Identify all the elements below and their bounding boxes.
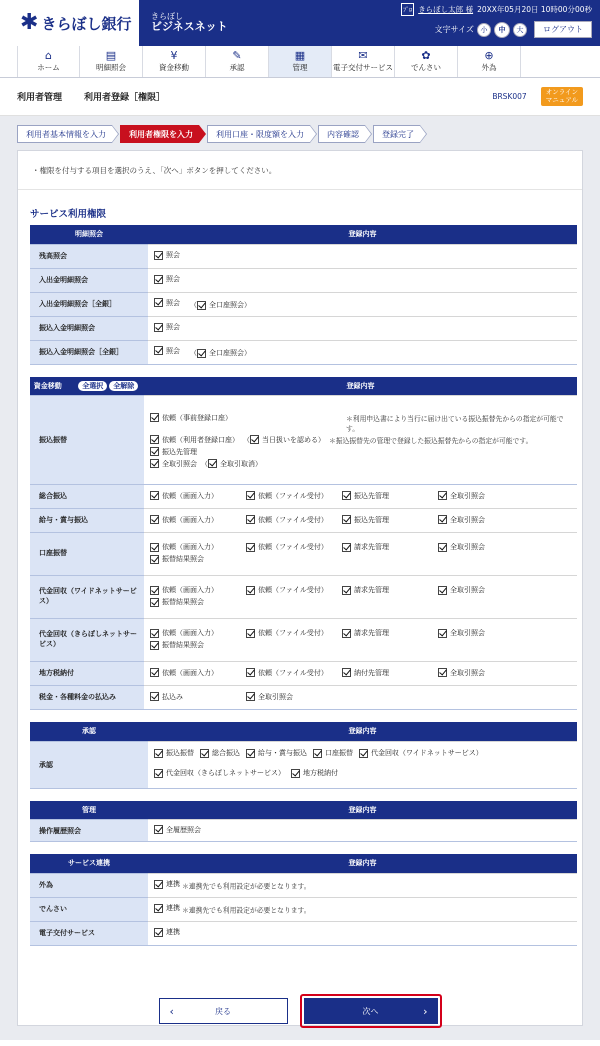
nav-label: 外為 [481, 63, 497, 72]
checkbox-item[interactable]: 振込先管理 [342, 491, 438, 501]
checkbox[interactable] [150, 515, 159, 524]
shonin-header: 承認 [30, 722, 148, 741]
step-3: 利用口座・限度額を入力 [207, 125, 310, 143]
checkbox[interactable] [154, 323, 163, 332]
nav-item-5[interactable] [332, 46, 395, 77]
nav-item-3[interactable] [206, 46, 269, 77]
font-size-label: 文字サイズ [434, 25, 474, 34]
checkbox-item[interactable]: 納付先管理 [342, 668, 438, 678]
checkbox[interactable] [150, 459, 159, 468]
checkbox[interactable] [438, 515, 447, 524]
checkbox-item[interactable]: 全取引照会 [438, 491, 534, 501]
checkbox[interactable] [246, 543, 255, 552]
checkbox[interactable] [150, 598, 159, 607]
checkbox-item[interactable]: 代金回収（ワイドネットサービス） [359, 745, 483, 762]
checkbox[interactable] [154, 928, 163, 937]
table-row [30, 662, 577, 686]
checkbox[interactable] [154, 880, 163, 889]
nav-item-7[interactable] [458, 46, 521, 77]
checkbox[interactable] [154, 749, 163, 758]
shonin-table [30, 722, 577, 789]
form-card [17, 150, 583, 1026]
checkbox-item[interactable]: 照会 [154, 250, 180, 260]
page-category: 利用者管理 [17, 93, 63, 103]
checkbox-item[interactable]: 依頼（画面入力） [150, 628, 246, 638]
step-4: 内容確認 [318, 125, 365, 143]
next-button-highlight [300, 994, 442, 1028]
checkbox-item[interactable]: 地方税納付 [291, 765, 338, 782]
table-row [30, 244, 577, 268]
checkbox-item[interactable]: 全取引照会 [438, 542, 534, 552]
checkbox-item[interactable]: 全取引照会 [438, 668, 534, 678]
checkbox-item[interactable]: 全取引照会 [438, 515, 534, 525]
nav-label: 明細照会 [96, 63, 126, 72]
checkbox[interactable] [438, 629, 447, 638]
table-row [30, 921, 577, 945]
checkbox-item[interactable]: 照会 [154, 274, 180, 284]
checkbox-item[interactable]: 全取引照会 [246, 692, 342, 702]
checkbox-item[interactable]: 代金回収（きらぼしネットサービス） [154, 765, 285, 782]
nav-item-2[interactable] [143, 46, 206, 77]
font-size-small-button[interactable]: 小 [477, 23, 491, 37]
checkbox[interactable] [154, 769, 163, 778]
next-button[interactable]: 次へ › [304, 998, 438, 1024]
checkbox-item[interactable]: 総合振込 [200, 745, 240, 762]
checkbox-item[interactable]: 連携 [154, 927, 180, 937]
row-label: 振込入金明細照会 [30, 316, 148, 340]
row-label: 総合振込 [30, 485, 144, 509]
approve-icon: ✎ [232, 49, 242, 62]
checkbox-item[interactable]: 依頼（ファイル受付） [246, 542, 342, 552]
logout-button[interactable]: ログアウト [534, 21, 592, 38]
checkbox-item[interactable]: 照会 [154, 346, 180, 356]
row-label: 承認 [30, 741, 148, 788]
home-icon: ⌂ [45, 49, 52, 62]
checkbox[interactable] [438, 491, 447, 500]
row-label: 代金回収（ワイドネットサービス） [30, 576, 144, 619]
checkbox-item[interactable]: 依頼（画面入力） [150, 585, 246, 595]
mail-icon: ✉ [358, 49, 368, 62]
content-header: 登録内容 [148, 854, 577, 873]
checkbox[interactable] [154, 904, 163, 913]
step-5: 登録完了 [373, 125, 420, 143]
checkbox-item[interactable]: 依頼（ファイル受付） [246, 585, 342, 595]
checkbox-item[interactable]: 照会 [154, 298, 180, 308]
nav-item-1[interactable] [80, 46, 143, 77]
checkbox-item[interactable]: 請求先管理 [342, 585, 438, 595]
nav-label: 電子交付サービス [333, 63, 393, 72]
meisai-header: 明細照会 [30, 225, 148, 244]
checkbox-item[interactable]: 振替結果照会 [150, 554, 246, 564]
chevron-right-icon: › [423, 1004, 428, 1018]
table-row [30, 509, 577, 533]
table-row [30, 873, 577, 897]
note-text: ＊連携先でも利用設定が必要となります。 [182, 906, 311, 915]
document-icon: ▤ [105, 49, 117, 62]
checkbox[interactable] [197, 301, 206, 310]
row-label: 振込入金明細照会［全銀］ [30, 340, 148, 364]
checkbox-item[interactable]: 依頼（ファイル受付） [246, 628, 342, 638]
checkbox-item[interactable]: 払込み [150, 692, 246, 702]
checkbox-item[interactable]: 依頼（画面入力） [150, 542, 246, 552]
checkbox[interactable] [438, 668, 447, 677]
checkbox[interactable] [342, 586, 351, 595]
checkbox-item[interactable]: 振込振替 [154, 745, 194, 762]
checkbox-item[interactable]: 口座振替 [313, 745, 353, 762]
checkbox[interactable] [342, 668, 351, 677]
row-label: 残高照会 [30, 244, 148, 268]
back-button[interactable]: ‹ 戻る [159, 998, 288, 1024]
checkbox-item[interactable]: 連携 [154, 903, 180, 913]
service-name: きらぼし ビジネスネット [151, 12, 228, 34]
checkbox[interactable] [342, 543, 351, 552]
nav-label: でんさい [411, 63, 441, 72]
step-1: 利用者基本情報を入力 [17, 125, 112, 143]
checkbox[interactable] [150, 629, 159, 638]
kanri-header: 管理 [30, 801, 148, 820]
checkbox[interactable] [342, 629, 351, 638]
table-row [30, 686, 577, 710]
checkbox[interactable] [150, 668, 159, 677]
yen-icon: ¥ [170, 49, 178, 62]
checkbox-item[interactable]: 請求先管理 [342, 628, 438, 638]
nav-label: 資金移動 [159, 63, 189, 72]
checkbox[interactable] [438, 586, 447, 595]
checkbox[interactable] [150, 435, 159, 444]
checkbox-item[interactable]: 請求先管理 [342, 542, 438, 552]
checkbox[interactable] [250, 435, 259, 444]
table-row: 入出金明細照会［全銀］ 照会 （ 全口座照会 ） [30, 292, 577, 316]
note-text: ＊連携先でも利用設定が必要となります。 [182, 882, 311, 891]
header-user-area [401, 3, 592, 38]
step-indicator [17, 125, 583, 143]
checkbox[interactable] [291, 769, 300, 778]
table-row [30, 268, 577, 292]
checkbox[interactable] [150, 692, 159, 701]
checkbox-item[interactable]: 全取引照会 [438, 628, 534, 638]
checkbox[interactable] [154, 346, 163, 355]
table-row: 振込入金明細照会［全銀］ 照会 （ 全口座照会 ） [30, 340, 577, 364]
checkbox[interactable] [246, 668, 255, 677]
checkbox[interactable] [150, 491, 159, 500]
star-logo-icon: ✱ [20, 10, 39, 35]
checkbox[interactable] [246, 692, 255, 701]
kanri-table [30, 801, 577, 843]
nav-item-0[interactable] [17, 46, 80, 77]
row-label: 地方税納付 [30, 662, 144, 686]
renkei-table [30, 854, 577, 946]
table-row [30, 316, 577, 340]
chevron-left-icon: ‹ [169, 1004, 174, 1018]
content-header: 登録内容 [148, 801, 577, 820]
nav-item-4[interactable] [269, 46, 332, 77]
user-icon: ﾌﾟﾛ [401, 3, 414, 16]
checkbox[interactable] [154, 251, 163, 260]
row-label: 代金回収（きらぼしネットサービス） [30, 619, 144, 662]
table-row [30, 619, 577, 662]
font-size-medium-button[interactable]: 中 [494, 22, 510, 38]
table-row [30, 485, 577, 509]
checkbox[interactable] [150, 555, 159, 564]
checkbox-item[interactable]: 全取引照会 [438, 585, 534, 595]
action-buttons [18, 998, 582, 1028]
checkbox-item[interactable]: 連携 [154, 879, 180, 889]
row-label: 入出金明細照会［全銀］ [30, 292, 148, 316]
checkbox[interactable] [197, 349, 206, 358]
nav-label: ホーム [37, 63, 60, 72]
checkbox-item[interactable]: 振込先管理 [342, 515, 438, 525]
clear-all-button[interactable]: 全解除 [109, 381, 138, 391]
table-row [30, 576, 577, 619]
checkbox-item[interactable]: 給与・賞与振込 [246, 745, 307, 762]
checkbox[interactable] [150, 413, 159, 422]
row-label: 給与・賞与振込 [30, 509, 144, 533]
table-row [30, 897, 577, 921]
renkei-header: サービス連携 [30, 854, 148, 873]
select-all-button[interactable]: 全選択 [78, 381, 107, 391]
checkbox-item[interactable]: 振替結果照会 [150, 640, 246, 650]
content-header: 登録内容 [144, 377, 577, 396]
checkbox-item[interactable]: 依頼（ファイル受付） [246, 491, 342, 501]
meisai-table [30, 225, 577, 365]
nav-item-6[interactable] [395, 46, 458, 77]
user-name-link[interactable]: きらぼし太郎 様 [418, 5, 474, 14]
checkbox[interactable] [150, 641, 159, 650]
checkbox-item[interactable]: 振替結果照会 [150, 597, 246, 607]
bank-name: きらぼし銀行 [41, 14, 132, 33]
instruction-text: ・権限を付与する項目を選択のうえ、「次へ」ボタンを押してください。 [18, 161, 582, 190]
header [0, 0, 600, 46]
checkbox[interactable] [246, 515, 255, 524]
row-label: 電子交付サービス [30, 921, 148, 945]
checkbox[interactable] [154, 298, 163, 307]
checkbox[interactable] [150, 447, 159, 456]
checkbox[interactable] [342, 515, 351, 524]
globe-icon: ⊕ [484, 49, 494, 62]
checkbox[interactable] [438, 543, 447, 552]
global-nav [0, 46, 600, 78]
checkbox[interactable] [246, 491, 255, 500]
table-row [30, 741, 577, 788]
row-label: 税金・各種料金の払込み [30, 686, 144, 710]
row-label: でんさい [30, 897, 148, 921]
checkbox[interactable] [150, 586, 159, 595]
checkbox[interactable] [150, 543, 159, 552]
shikin-table [30, 377, 577, 711]
checkbox[interactable] [154, 825, 163, 834]
checkbox[interactable] [208, 459, 217, 468]
table-row: 振込振替 依頼（事前登録口座） ＊利用申込書により当行に届け出ている振込振替先からの指定が可能です。 依頼（利用者登録口座） （ 当日扱いを認める ） ＊振込振替先の管理で登録した振込振替先からの指定が可能です。 振込先管理 全取引照会 （ 全取引取消 ） [30, 396, 577, 485]
table-row: 操作履歴照会 全履歴照会 [30, 820, 577, 842]
row-label: 入出金明細照会 [30, 268, 148, 292]
nav-label: 管理 [292, 63, 308, 72]
checkbox[interactable] [154, 275, 163, 284]
title-bar [0, 78, 600, 116]
page-title: 利用者登録［権限］ [84, 93, 166, 103]
row-label: 外為 [30, 873, 148, 897]
densai-icon: ✿ [421, 49, 431, 62]
checkbox[interactable] [359, 749, 368, 758]
section-title: サービス利用権限 [30, 209, 107, 220]
checkbox-item[interactable]: 依頼（画面入力） [150, 668, 246, 678]
checkbox-item[interactable]: 依頼（ファイル受付） [246, 515, 342, 525]
checkbox[interactable] [246, 749, 255, 758]
checkbox[interactable] [200, 749, 209, 758]
font-size-large-button[interactable]: 大 [513, 23, 527, 37]
checkbox[interactable] [246, 586, 255, 595]
last-login: 20XX年05月20日 10時00分00秒 [477, 5, 592, 14]
table-row [30, 533, 577, 576]
checkbox-item[interactable]: 依頼（ファイル受付） [246, 668, 342, 678]
screen-code: BRSK007 [492, 92, 527, 101]
row-label: 操作履歴照会 [30, 820, 148, 842]
checkbox[interactable] [342, 491, 351, 500]
row-label: 口座振替 [30, 533, 144, 576]
step-2: 利用者権限を入力 [120, 125, 199, 143]
content-area [0, 116, 600, 1040]
row-label: 振込振替 [30, 396, 144, 485]
checkbox-item[interactable]: 依頼（画面入力） [150, 491, 246, 501]
checkbox-item[interactable]: 依頼（画面入力） [150, 515, 246, 525]
online-manual-button[interactable]: オンライン マニュアル [541, 87, 583, 105]
checkbox[interactable] [313, 749, 322, 758]
content-header: 登録内容 [148, 722, 577, 741]
bank-logo[interactable] [0, 0, 139, 46]
manage-icon: ▦ [294, 49, 306, 62]
checkbox[interactable] [246, 629, 255, 638]
nav-label: 承認 [229, 63, 245, 72]
shikin-header: 資金移動 [33, 381, 62, 390]
checkbox-item[interactable]: 照会 [154, 322, 180, 332]
content-header: 登録内容 [148, 225, 577, 244]
